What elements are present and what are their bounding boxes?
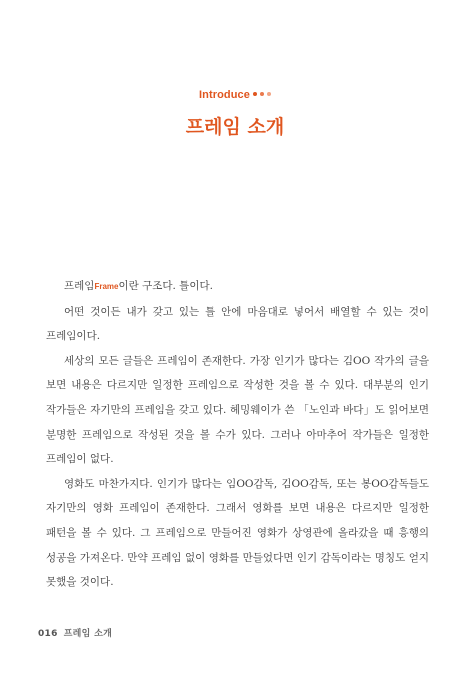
page-number: 016 [38, 629, 58, 639]
paragraph: 어떤 것이든 내가 갖고 있는 틀 안에 마음대로 넣어서 배열할 수 있는 것이 프레임이다. [46, 305, 429, 343]
page-footer [38, 626, 112, 639]
kicker-dot-icon [267, 92, 271, 96]
kicker-label: Introduce [198, 89, 250, 101]
paragraph-text: 이란 구조다. 틀이다. [118, 280, 213, 292]
running-chapter-title: 프레임 소개 [63, 629, 113, 639]
paragraph [46, 274, 429, 300]
paragraph: 세상의 모든 글들은 프레임이 존재한다. 가장 인기가 많다는 김OO 작가의 글을 보면 내용은 다르지만 일정한 프레임으로 작성한 것을 볼 수 있다. 대부분의 인기 작가들은 자기만의 프레임을 갖고 있다. 헤밍웨이가 쓴 「노인과 바다」도 읽어보면 분명한 프레임으로 작성된 것을 볼 수가 있다. 그러나 아마추어 작가들은 일정한 프레임이 없다. [46, 354, 429, 466]
kicker-dot-icon [253, 92, 257, 96]
section-kicker [0, 89, 470, 101]
body-text [46, 274, 429, 595]
paragraph-text: 프레임 [64, 280, 95, 292]
frame-term: Frame [94, 282, 119, 291]
paragraph: 영화도 마찬가지다. 인기가 많다는 임OO감독, 김OO감독, 또는 봉OO감독들도 자기만의 영화 프레임이 존재한다. 그래서 영화를 보면 내용은 다르지만 일정한 패턴을 볼 수 있다. 그 프레임으로 만들어진 영화가 상영관에 올라갔을 때 흥행의 성공을 가져온다. 만약 프레임 없이 영화를 만들었다면 인기 감독이라는 명칭도 얻지 못했을 것이다. [46, 477, 429, 589]
page-title: 프레임 소개 [185, 116, 285, 138]
kicker-dot-icon [260, 92, 264, 96]
